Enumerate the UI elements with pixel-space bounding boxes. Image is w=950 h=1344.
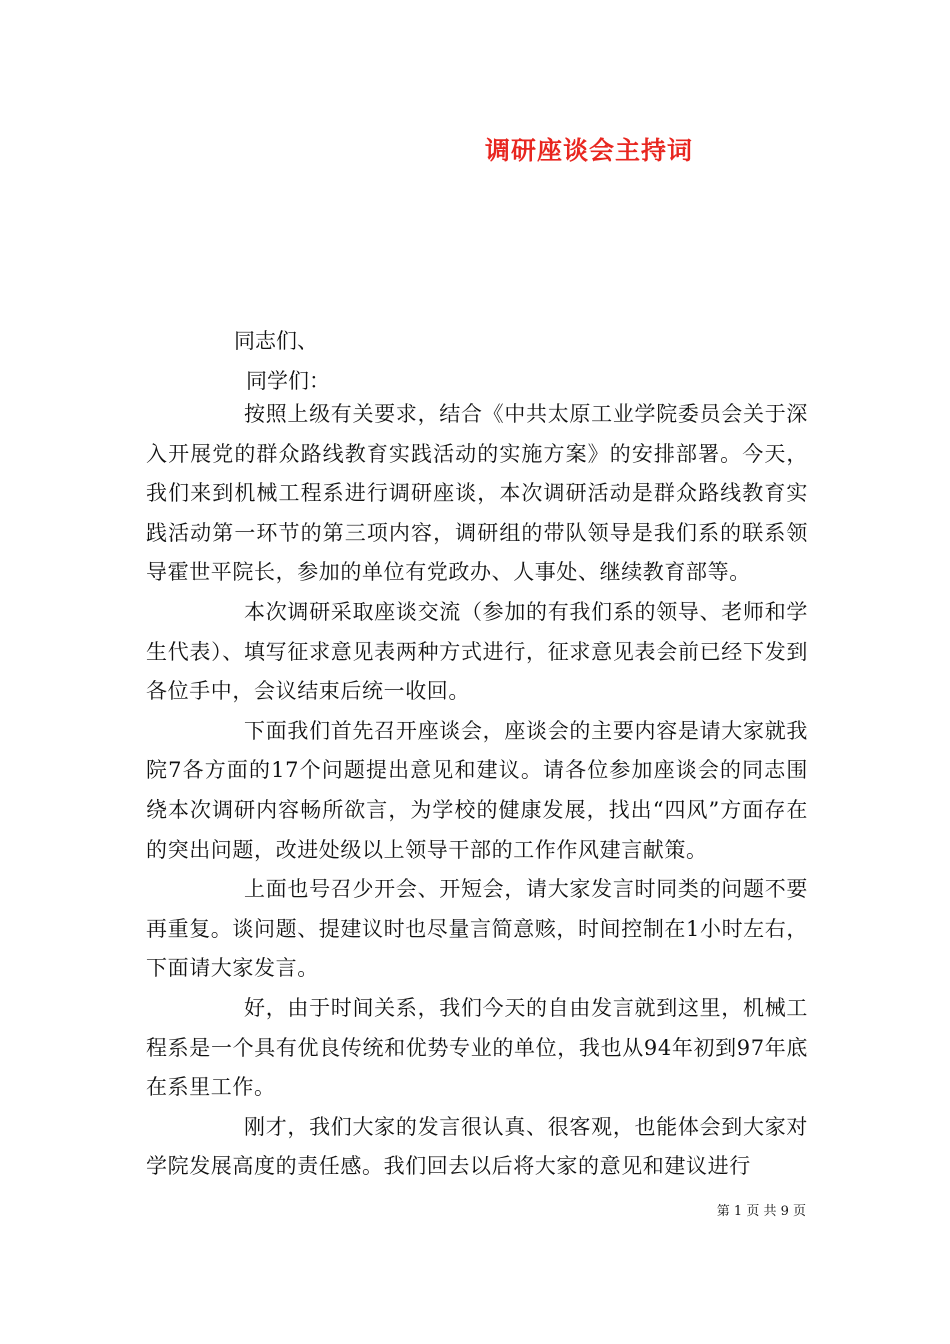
- paragraph-4: 上面也号召少开会、开短会，请大家发言时同类的问题不要再重复。谈问题、提建议时也尽量言简意赅，时间控制在1小时左右，下面请大家发言。: [146, 877, 808, 981]
- paragraph-3: 下面我们首先召开座谈会，座谈会的主要内容是请大家就我院7各方面的17个问题提出意见和建议。请各位参加座谈会的同志围绕本次调研内容畅所欲言，为学校的健康发展，找出“四风”方面存在的突出问题，改进处级以上领导干部的工作作风建言献策。: [146, 718, 808, 862]
- document-title: 调研座谈会主持词: [484, 136, 693, 165]
- salutation-students: 同学们：: [246, 369, 330, 393]
- paragraph-6: 刚才，我们大家的发言很认真、很客观，也能体会到大家对学院发展高度的责任感。我们回去以后将大家的意见和建议进行: [146, 1114, 808, 1179]
- paragraph-1: 按照上级有关要求，结合《中共太原工业学院委员会关于深入开展党的群众路线教育实践活动的实施方案》的安排部署。今天，我们来到机械工程系进行调研座谈，本次调研活动是群众路线教育实践活动第一环节的第三项内容，调研组的带队领导是我们系的联系领导霍世平院长，参加的单位有党政办、人事处、继续教育部等。: [146, 402, 808, 585]
- salutation-comrades: 同志们、: [234, 329, 318, 353]
- paragraph-2: 本次调研采取座谈交流（参加的有我们系的领导、老师和学生代表）、填写征求意见表两种方式进行，征求意见表会前已经下发到各位手中，会议结束后统一收回。: [146, 599, 808, 704]
- page-number-footer: 第 1 页 共 9 页: [716, 1204, 806, 1219]
- paragraph-5: 好，由于时间关系，我们今天的自由发言就到这里，机械工程系是一个具有优良传统和优势专业的单位，我也从94年初到97年底在系里工作。: [146, 995, 808, 1100]
- document-body: [146, 395, 808, 1187]
